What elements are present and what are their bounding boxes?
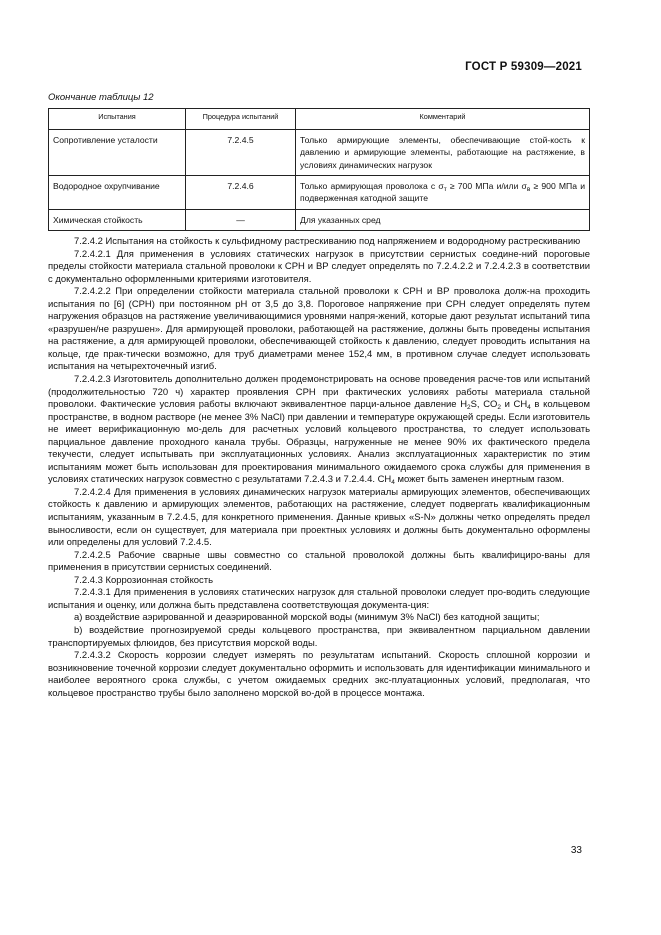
document-body xyxy=(48,236,590,700)
paragraph: 7.2.4.2.2 При определении стойкости материала стальной проволоки к СРН и ВР проволока долж-на проходить испытания по [6] (СРН) при постоянном pH от 3,5 до 3,8. Пороговое напряжение при СРН следует определять путем нагружения образцов на растяжение увеличивающимися уровнями напря-жений, которые дают результат испытаний типа «разрушен/не разрушен». Для армирующей проволоки, работающей на растяжение, должны быть проведены испытания на растяжение, а для армирующей проволоки, обеспечивающей стойкость к давлению, следует проводить испытания на кольце, где прак-тически возможно, для труб диаметрами менее 152,4 мм, в противном случае следует использовать испытания на четырехточечный изгиб. xyxy=(48,286,590,373)
text: S, CO xyxy=(470,399,498,411)
document-code: ГОСТ Р 59309—2021 xyxy=(465,61,582,73)
comment-text: ≥ 900 МПа и подверженная катодной защите xyxy=(300,180,585,204)
text: и CH xyxy=(500,399,528,411)
subscript: 2 xyxy=(497,404,501,412)
test-name-cell: Сопротивление усталости xyxy=(49,130,186,176)
procedure-cell: 7.2.4.5 xyxy=(186,130,296,176)
procedure-cell: 7.2.4.6 xyxy=(186,175,296,209)
subscript: 2 xyxy=(467,404,471,412)
paragraph: 7.2.4.2.4 Для применения в условиях динамических нагрузок материалы армирующих элементов, обеспечивающих стойкость к давлению и армирующих элементов, работающих на растяжение, следует подвергать квалификационным испытаниям, указанным в 7.2.4.5, для конкретного применения. Данные кривых «S-N» должны четко определять предел выносливости, если он существует, для материала при проектных условиях и должны быть документально оформлены или определены для условий 7.2.4.5. xyxy=(48,486,590,549)
paragraph: 7.2.4.2 Испытания на стойкость к сульфидному растрескиванию под напряжением и водородному растрескиванию xyxy=(74,236,581,247)
text: может быть заменен инертным газом. xyxy=(394,474,565,486)
paragraph xyxy=(48,374,590,487)
list-item: b) воздействие прогнозируемой среды кольцевого пространства, при эквивалентном парциальном давлении транспортируемых флюидов, без присутствия морской воды. xyxy=(48,624,590,649)
table-row xyxy=(49,209,590,230)
comment-text: ≥ 700 МПа и/или σ xyxy=(446,180,527,191)
text: в кольцевом пространстве, в водном растворе (не менее 3% NaCl) при давлении и температуре окружающей среды. Если изготовитель не имеет верификационную мо-дель для расчетных условий кольцевого пространства, то следует использовать парциальное давление проходного канала трубы. Образцы, нагруженные не менее 90% их фактического предела текучести, следует испытывать при эксплуатационных условиях. Анализ эксплуатационных характеристик по этим испытаниям может быть использован для проектирования минимального ожидаемого срока службы для применения в условиях статических нагрузок совместно с результатами 7.2.4.3 и 7.2.4.4. CH xyxy=(48,399,591,486)
subscript: т xyxy=(443,185,447,193)
table-header-row xyxy=(49,109,590,130)
test-name-cell: Водородное охрупчивание xyxy=(49,175,186,209)
subscript: 4 xyxy=(391,479,395,487)
table-row xyxy=(49,175,590,209)
requirements-table xyxy=(48,108,590,231)
test-name-cell: Химическая стойкость xyxy=(49,209,186,230)
paragraph: 7.2.4.3.2 Скорость коррозии следует измерять по результатам испытаний. Скорость сплошной коррозии и возникновение точечной коррозии следует документально оформить и использовать для идентификации минимального и наиболее вероятного срока службы, с учетом ожидаемых средних экс-плуатационных условий, предполагая, что кольцевое пространство трубы было заполнено морской во-дой в процессе монтажа. xyxy=(48,650,590,699)
procedure-cell: — xyxy=(186,209,296,230)
text: 7.2.4.2.3 Изготовитель дополнительно должен продемонстрировать на основе проведения расче-тов или испытаний (продолжительностью 720 ч) характер проявления СРН при фактических условиях работы материала стальной проволоки. Фактические условия работы включают эквивалентное парци-альное давление H xyxy=(48,374,590,411)
subscript: 4 xyxy=(527,404,531,412)
comment-text: Только армирующая проволока с σ xyxy=(300,180,444,191)
subscript: в xyxy=(526,185,531,193)
column-header-comment: Комментарий xyxy=(296,109,590,130)
comment-cell: Только армирующие элементы, обеспечивающие стой-кость к давлению и армирующие элементы, работающие на растяжение, в условиях динамических нагрузок xyxy=(296,130,590,176)
comment-cell xyxy=(296,175,590,209)
table-row xyxy=(49,130,590,176)
comment-cell: Для указанных сред xyxy=(296,209,590,230)
column-header-tests: Испытания xyxy=(49,109,186,130)
column-header-procedure: Процедура испытаний xyxy=(186,109,296,130)
section-heading: 7.2.4.3 Коррозионная стойкость xyxy=(74,574,214,586)
page-number: 33 xyxy=(570,845,582,856)
paragraph: 7.2.4.3.1 Для применения в условиях статических нагрузок для стальной проволоки следует про-водить следующие испытания и оценку, или должна быть представлена соответствующая документа-ция: xyxy=(48,587,590,611)
paragraph: 7.2.4.2.1 Для применения в условиях статических нагрузок в присутствии сернистых соедине-ний пороговые пределы стойкости материала стальной проволоки к СРН и ВР следует определять по 7.2.4.2.2 и 7.2.4.2.3 в соответствии с документально оформленными критериями изготовителя. xyxy=(48,248,590,285)
paragraph: 7.2.4.2.5 Рабочие сварные швы совместно со стальной проволокой должны быть квалифициро-ваны для применения в присутствии сернистых соединений. xyxy=(48,549,590,574)
list-item: a) воздействие аэрированной и деаэрированной морской воды (минимум 3% NaCl) без катодной защиты; xyxy=(74,612,540,624)
table-caption: Окончание таблицы 12 xyxy=(48,92,154,103)
